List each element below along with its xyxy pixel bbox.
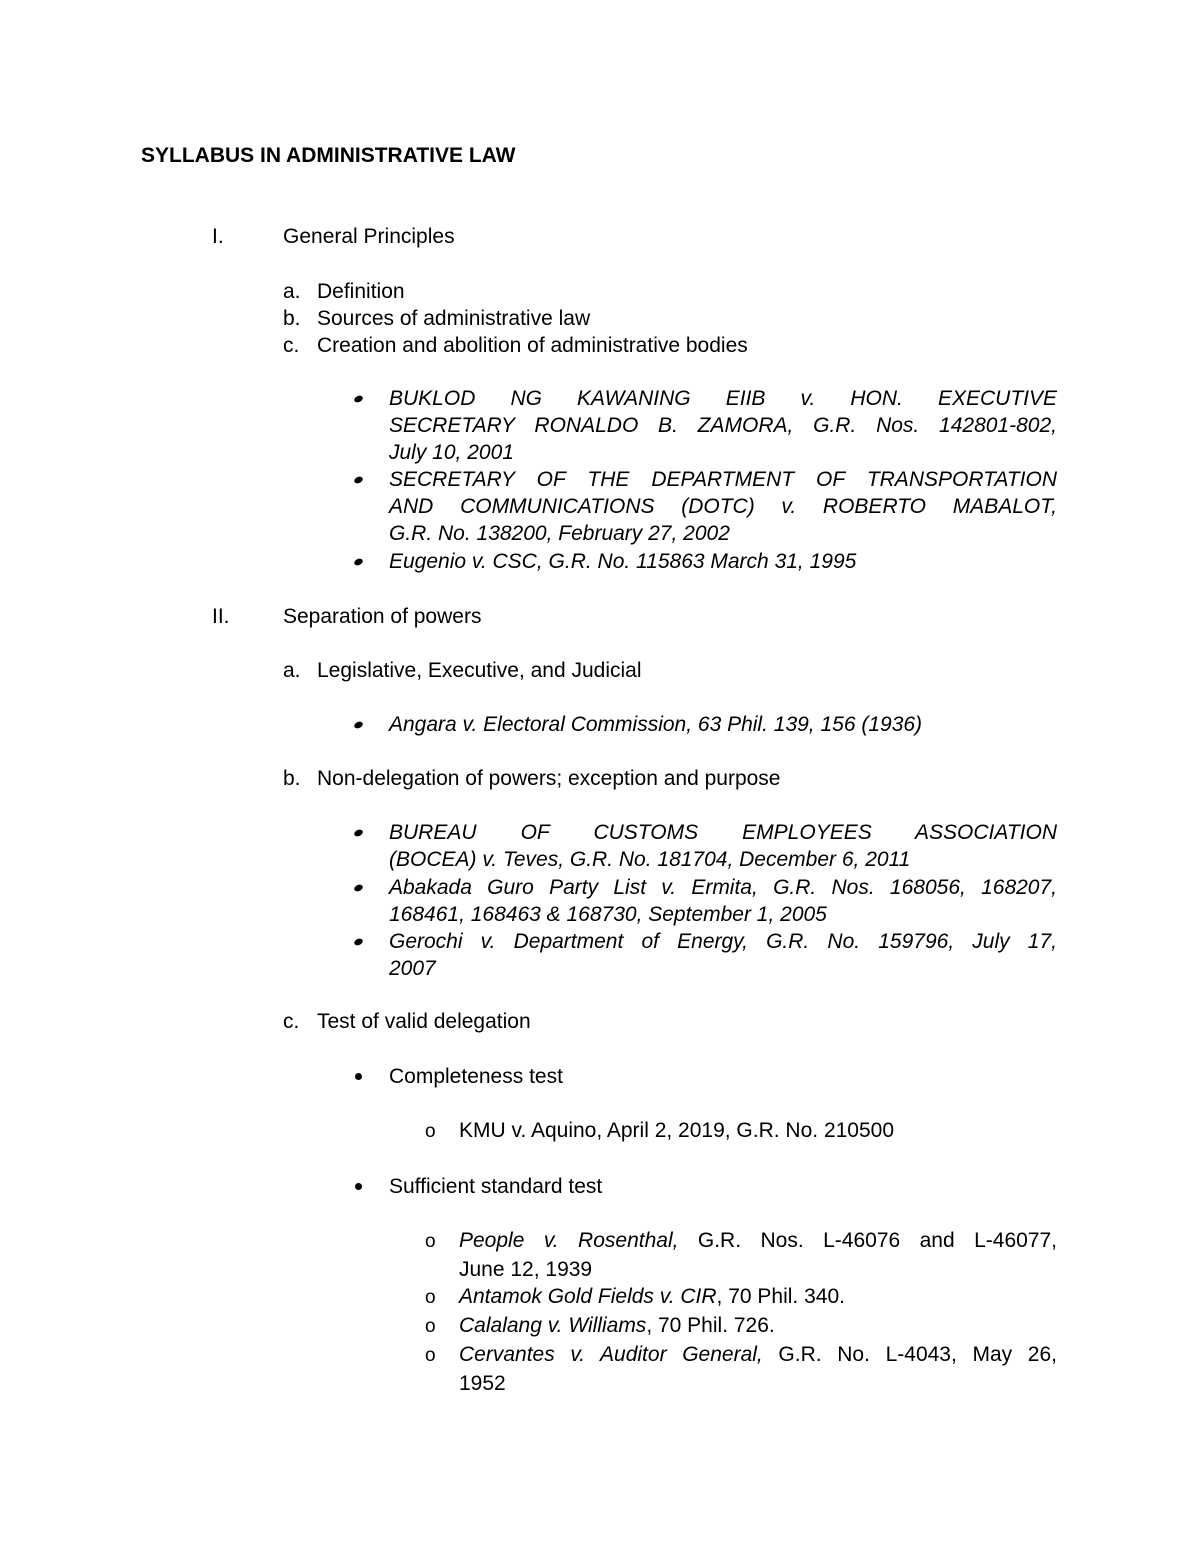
item-text: Creation and abolition of administrative bodies: [317, 334, 748, 357]
bullet-icon: [353, 720, 364, 729]
item-letter: a.: [283, 280, 301, 303]
section-1-numeral: I.: [212, 225, 224, 248]
case-citation-line: [459, 1283, 845, 1311]
case-reference: , 70 Phil. 726.: [646, 1314, 775, 1337]
bullet-icon: [353, 394, 364, 403]
test-label: Completeness test: [389, 1065, 563, 1088]
bullet-icon: [355, 1073, 362, 1080]
case-citation-line: SECRETARY OF THE DEPARTMENT OF TRANSPORTATION: [389, 468, 1057, 491]
test-label: Sufficient standard test: [389, 1175, 603, 1198]
case-citation-line: 1952: [459, 1372, 506, 1395]
case-name: Cervantes v. Auditor General,: [459, 1343, 763, 1366]
case-reference: G.R. Nos. L-46076 and L-46077,: [678, 1229, 1058, 1252]
bullet-icon: [353, 475, 364, 484]
section-1-heading: General Principles: [283, 225, 455, 248]
case-citation-line: [459, 1227, 1057, 1255]
item-letter: c.: [283, 1010, 300, 1033]
case-name: Antamok Gold Fields v. CIR: [459, 1285, 717, 1308]
circle-bullet-icon: o: [425, 1316, 436, 1337]
item-text: Legislative, Executive, and Judicial: [317, 659, 642, 682]
bullet-icon: [353, 828, 364, 837]
case-reference: , 70 Phil. 340.: [716, 1285, 845, 1308]
section-2-numeral: II.: [212, 605, 230, 628]
case-citation-line: 2007: [389, 957, 436, 980]
case-citation-line: [459, 1312, 775, 1340]
case-reference: G.R. No. L-4043, May 26,: [762, 1343, 1057, 1366]
case-citation-line: Gerochi v. Department of Energy, G.R. No. 159796, July 17,: [389, 930, 1057, 953]
case-citation-line: (BOCEA) v. Teves, G.R. No. 181704, December 6, 2011: [389, 848, 911, 871]
case-citation-line: Eugenio v. CSC, G.R. No. 115863 March 31, 1995: [389, 550, 857, 573]
case-citation-line: G.R. No. 138200, February 27, 2002: [389, 522, 730, 545]
bullet-icon: [353, 883, 364, 892]
item-text: Test of valid delegation: [317, 1010, 531, 1033]
circle-bullet-icon: o: [425, 1345, 436, 1366]
bullet-icon: [355, 1183, 362, 1190]
section-2-heading: Separation of powers: [283, 605, 482, 628]
item-letter: b.: [283, 767, 301, 790]
circle-bullet-icon: o: [425, 1287, 436, 1308]
page-title: SYLLABUS IN ADMINISTRATIVE LAW: [141, 144, 516, 167]
case-name: People v. Rosenthal,: [459, 1229, 679, 1252]
item-letter: a.: [283, 659, 301, 682]
case-citation-line: BUKLOD NG KAWANING EIIB v. HON. EXECUTIVE: [389, 387, 1057, 410]
case-citation-line: [459, 1341, 1057, 1369]
item-letter: c.: [283, 334, 300, 357]
bullet-icon: [353, 557, 364, 566]
item-text: Sources of administrative law: [317, 307, 591, 330]
case-citation-line: AND COMMUNICATIONS (DOTC) v. ROBERTO MABALOT,: [389, 495, 1057, 518]
case-citation-line: Abakada Guro Party List v. Ermita, G.R. Nos. 168056, 168207,: [389, 876, 1057, 899]
case-citation-line: BUREAU OF CUSTOMS EMPLOYEES ASSOCIATION: [389, 821, 1057, 844]
case-citation-line: 168461, 168463 & 168730, September 1, 2005: [389, 903, 827, 926]
case-citation-line: KMU v. Aquino, April 2, 2019, G.R. No. 210500: [459, 1119, 895, 1142]
bullet-icon: [353, 937, 364, 946]
case-name: Calalang v. Williams: [459, 1314, 647, 1337]
circle-bullet-icon: o: [425, 1121, 436, 1142]
circle-bullet-icon: o: [425, 1231, 436, 1252]
case-citation-line: June 12, 1939: [459, 1258, 593, 1281]
item-letter: b.: [283, 307, 301, 330]
item-text: Definition: [317, 280, 405, 303]
case-citation-line: SECRETARY RONALDO B. ZAMORA, G.R. Nos. 142801-802,: [389, 414, 1057, 437]
item-text: Non-delegation of powers; exception and purpose: [317, 767, 781, 790]
case-citation-line: July 10, 2001: [389, 441, 514, 464]
case-citation-line: Angara v. Electoral Commission, 63 Phil. 139, 156 (1936): [389, 713, 923, 736]
